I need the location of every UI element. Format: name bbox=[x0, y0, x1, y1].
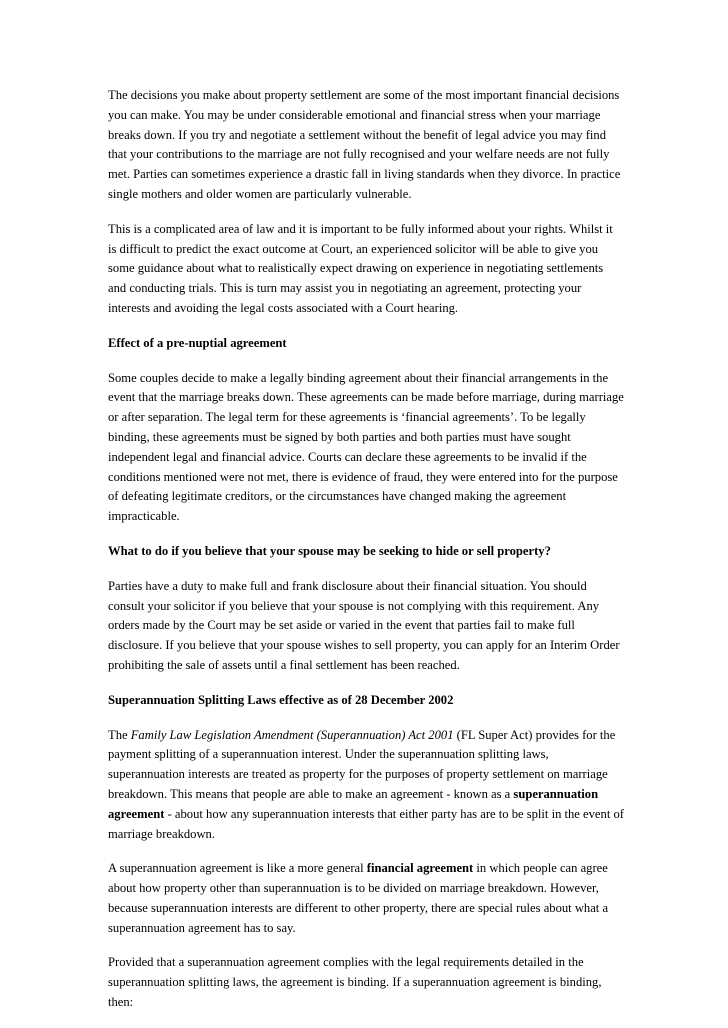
financial-agreement-paragraph bbox=[108, 859, 624, 938]
disclosure-paragraph: Parties have a duty to make full and frank disclosure about their financial situation. You should consult your solicitor if you believe that your spouse is not complying with this requirement. Any orders made by the Court may be set aside or varied in the event that parties fail to make full disclosure. If you believe that your spouse wishes to sell property, you can apply for an Interim Order prohibiting the sale of assets until a final settlement has been reached. bbox=[108, 578, 620, 672]
text-run: The bbox=[108, 727, 131, 742]
heading-superannuation: Superannuation Splitting Laws effective as of 28 December 2002 bbox=[108, 692, 454, 707]
heading-hide-property: What to do if you believe that your spouse may be seeking to hide or sell property? bbox=[108, 543, 551, 558]
text-run: A superannuation agreement is like a more general bbox=[108, 861, 367, 876]
prenuptial-paragraph: Some couples decide to make a legally binding agreement about their financial arrangements in the event that the marriage breaks down. These agreements can be made before marriage, during marriage or after separation. The legal term for these agreements is ‘financial agreements’. To be legally binding, these agreements must be signed by both parties and both parties must have sought independent legal and financial advice. Courts can declare these agreements to be invalid if the conditions mentioned were not met, there is evidence of fraud, they were entered into for the purpose of defeating legitimate creditors, or the circumstances have changed making the agreement impracticable. bbox=[108, 370, 624, 524]
text-run: - about how any superannuation interests that either party has are to be split in the event of marriage breakdown. bbox=[108, 806, 624, 841]
complexity-paragraph: This is a complicated area of law and it is important to be fully informed about your rights. Whilst it is difficult to predict the exact outcome at Court, an experienced solicitor will be able to give you some guidance about what to realistically expect drawing on experience in negotiating settlements and conducting trials. This is turn may assist you in negotiating an agreement, protecting your interests and avoiding the legal costs associated with a Court hearing. bbox=[108, 221, 613, 315]
text-run: in which people can agree about how property other than superannuation is to be divided on marriage breakdown. However, because superannuation interests are different to other property, there are special rules about what a superannuation agreement has to say. bbox=[108, 861, 609, 935]
binding-paragraph: Provided that a superannuation agreement complies with the legal requirements detailed in the superannuation splitting laws, the agreement is binding. If a superannuation agreement is binding, then: bbox=[108, 955, 602, 1010]
intro-paragraph: The decisions you make about property settlement are some of the most important financial decisions you can make. You may be under considerable emotional and financial stress when your marriage breaks down. If you try and negotiate a settlement without the benefit of legal advice you may find that your contributions to the marriage are not fully recognised and your welfare needs are not fully met. Parties can sometimes experience a drastic fall in living standards when they divorce. In practice single mothers and older women are particularly vulnerable. bbox=[108, 88, 621, 201]
act-title: Family Law Legislation Amendment (Superannuation) Act 2001 bbox=[130, 727, 454, 742]
term-financial-agreement: financial agreement bbox=[366, 861, 474, 876]
heading-prenuptial: Effect of a pre-nuptial agreement bbox=[108, 335, 287, 350]
text-run: (FL Super Act) provides for the payment splitting of a superannuation interest. Under the superannuation splitting laws, superannuation interests are treated as property for the purposes of property settlement on marriage breakdown. This means that people are able to make an agreement - known as a bbox=[108, 727, 616, 801]
document-page bbox=[108, 86, 624, 1028]
superannuation-paragraph bbox=[108, 726, 624, 845]
term-superannuation-agreement: superannuation agreement bbox=[108, 786, 599, 821]
